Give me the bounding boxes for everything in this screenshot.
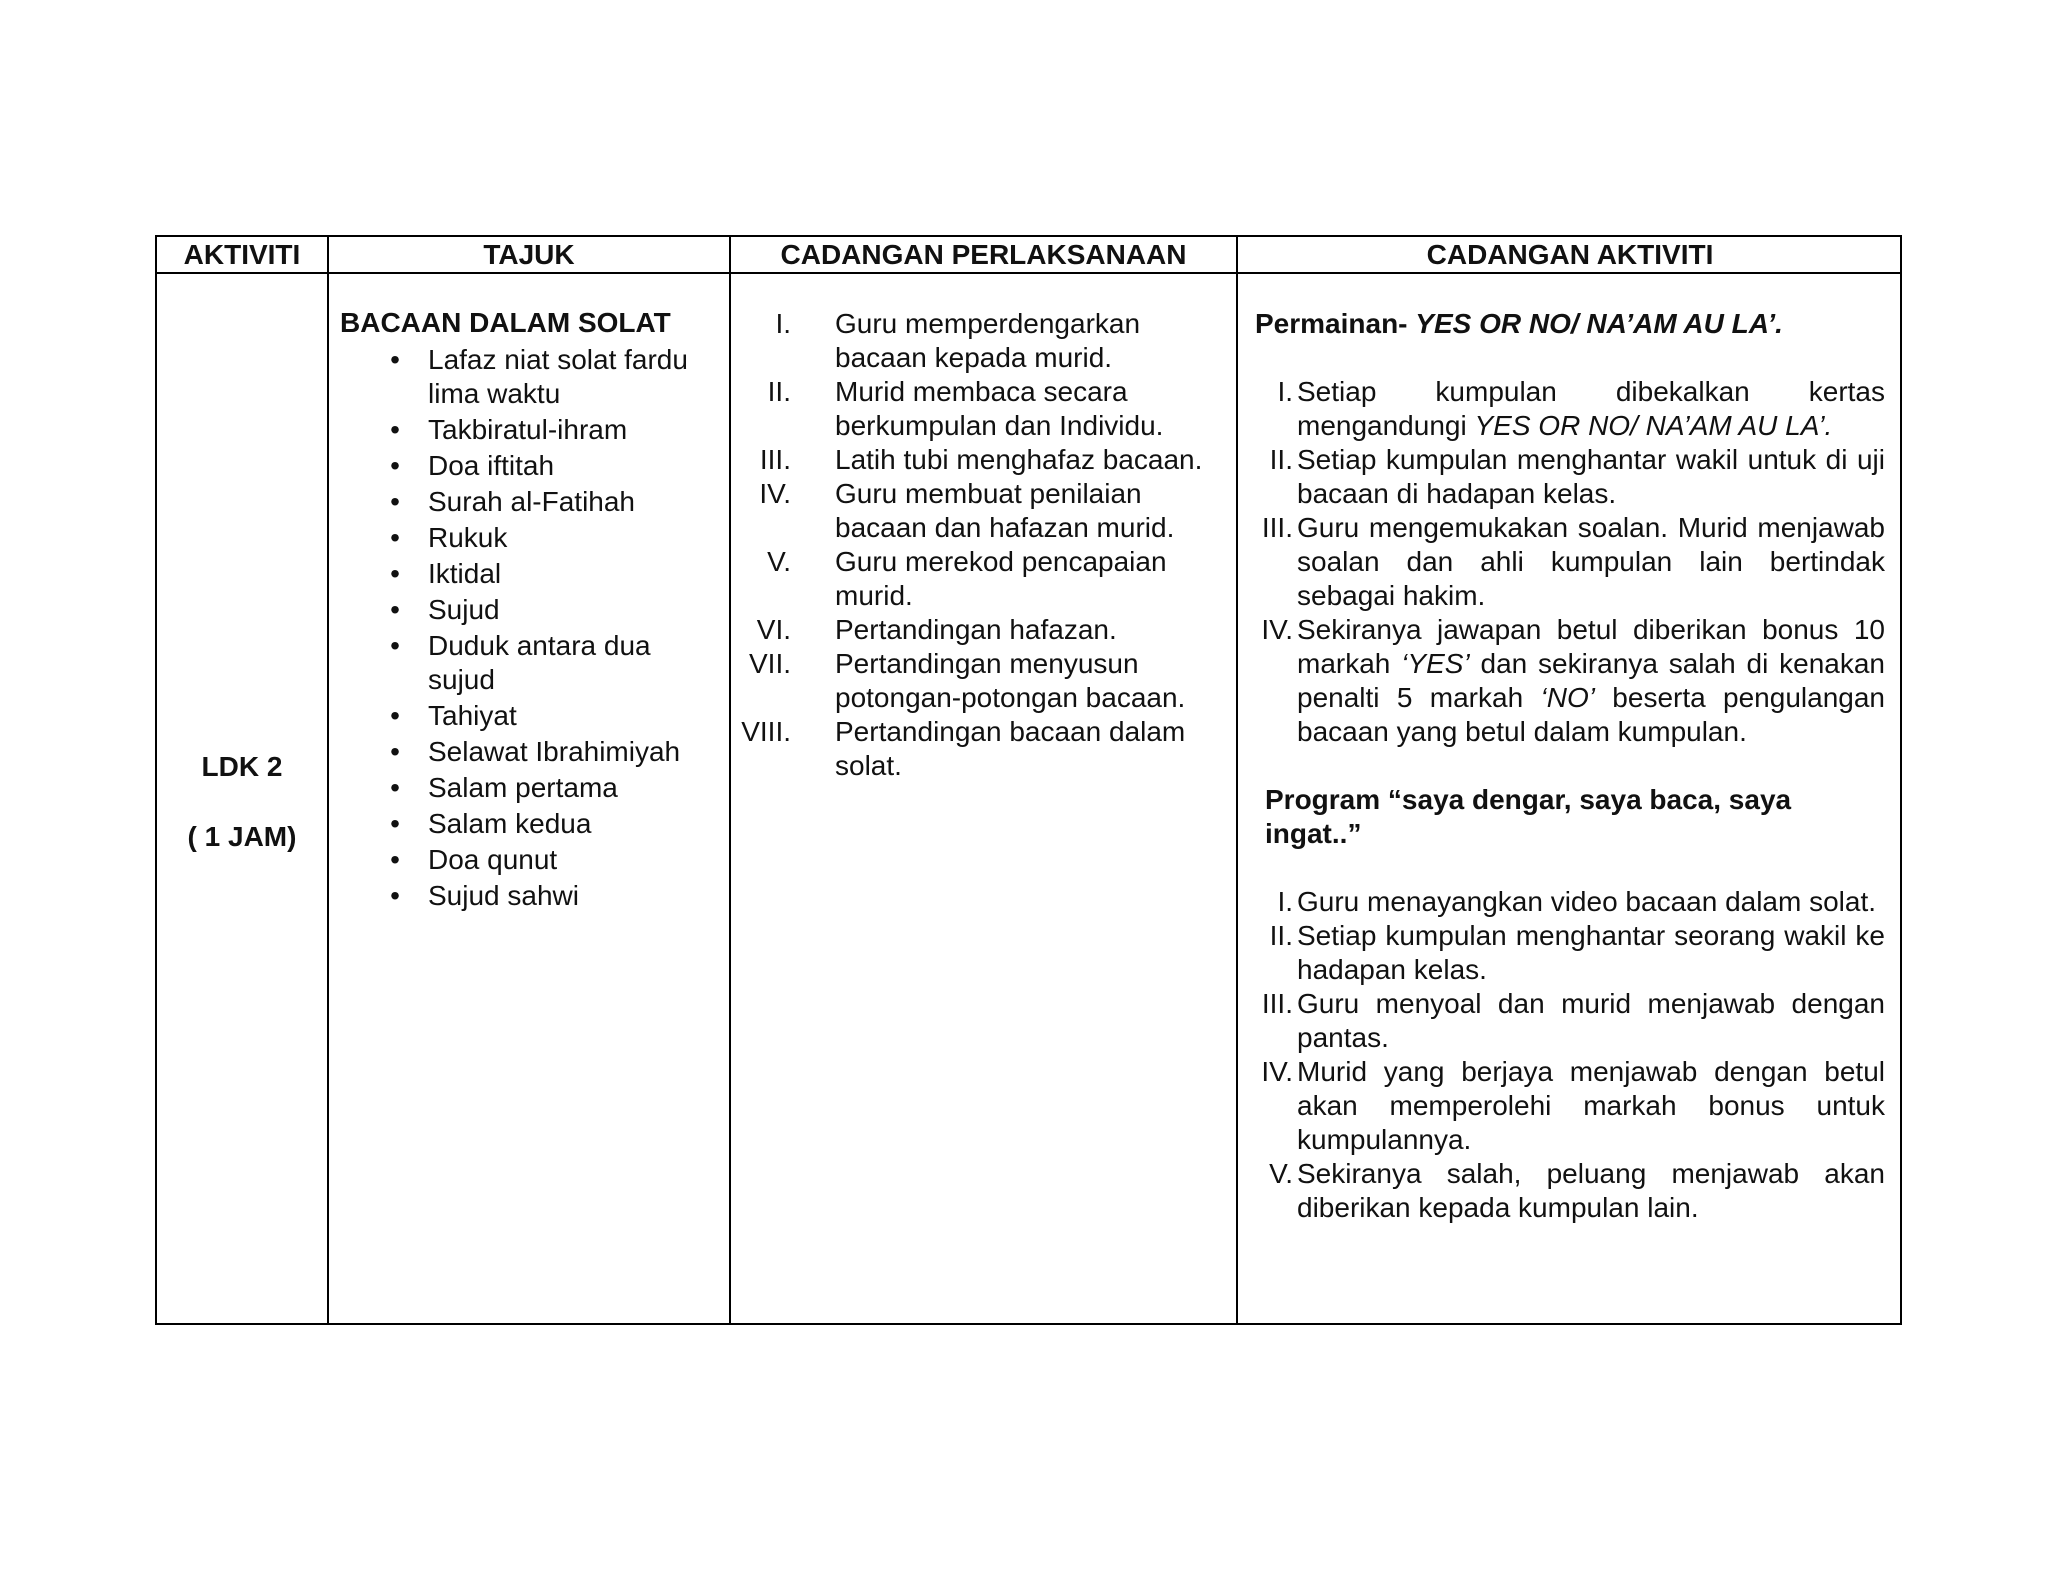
list-item (385, 449, 720, 483)
topic-item: Iktidal (428, 558, 502, 589)
bullet-icon: • (390, 450, 400, 481)
item-number: IV. (759, 478, 791, 509)
item-text: Murid yang berjaya menjawab dengan betul akan memperolehi markah bonus untuk kumpulannya. (1297, 1056, 1885, 1155)
bullet-icon: • (390, 844, 400, 875)
item-number: IV. (1261, 614, 1293, 645)
list-item (731, 715, 1231, 783)
item-number: II. (767, 376, 791, 407)
activities-section (1255, 307, 1885, 1225)
program-title: Program “saya dengar, saya baca, saya ingat..” (1265, 784, 1792, 849)
topic-item: Salam kedua (428, 808, 592, 839)
list-item (385, 807, 720, 841)
list-item (385, 699, 720, 733)
item-number: I. (775, 308, 791, 339)
topic-item: Doa qunut (428, 844, 558, 875)
list-item (1255, 1055, 1885, 1157)
item-text: Guru memperdengarkan bacaan kepada murid. (835, 308, 1141, 373)
list-item (731, 477, 1231, 545)
list-item (731, 443, 1231, 477)
header-cadangan-aktiviti: CADANGAN AKTIVITI (1426, 239, 1714, 270)
item-number: II. (1269, 920, 1293, 951)
implementation-list (731, 307, 1231, 783)
item-number: I. (1277, 886, 1293, 917)
list-item (731, 375, 1231, 443)
topic-item: Duduk antara dua sujud (428, 630, 651, 695)
table-header-row (157, 237, 1900, 274)
list-item (731, 613, 1231, 647)
activity-duration: ( 1 JAM) (187, 821, 297, 852)
topic-item: Takbiratul-ihram (428, 414, 628, 445)
bullet-icon: • (390, 522, 400, 553)
item-text: Setiap kumpulan menghantar seorang wakil ke hadapan kelas. (1297, 920, 1885, 985)
item-number: III. (1261, 988, 1293, 1019)
list-item (1255, 443, 1885, 511)
item-text: Murid membaca secara berkumpulan dan Individu. (835, 376, 1164, 441)
game-title (1255, 307, 1885, 341)
list-item (1255, 885, 1885, 919)
topic-item: Sujud sahwi (428, 880, 579, 911)
bullet-icon: • (390, 808, 400, 839)
column-divider (327, 237, 329, 1323)
item-number: VIII. (741, 716, 791, 747)
item-text: Latih tubi menghafaz bacaan. (835, 444, 1203, 475)
item-number: VI. (756, 614, 791, 645)
item-number: I. (1277, 376, 1293, 407)
game-title-prefix: Permainan- (1255, 308, 1408, 339)
activity-code: LDK 2 (201, 751, 283, 782)
item-text: Setiap kumpulan dibekalkan kertas mengandungi (1297, 376, 1885, 441)
item-text: Setiap kumpulan menghantar wakil untuk di uji bacaan di hadapan kelas. (1297, 444, 1885, 509)
item-number: V. (767, 546, 791, 577)
column-divider (1236, 237, 1238, 1323)
list-item (385, 843, 720, 877)
bullet-icon: • (390, 772, 400, 803)
topic-item: Salam pertama (428, 772, 618, 803)
item-text: Guru mengemukakan soalan. Murid menjawab soalan dan ahli kumpulan lain bertindak sebagai hakim. (1297, 512, 1885, 611)
list-item (1255, 511, 1885, 613)
item-number: III. (1261, 512, 1293, 543)
bullet-icon: • (390, 700, 400, 731)
item-text: Guru membuat penilaian bacaan dan hafazan murid. (835, 478, 1175, 543)
game-title-name: YES OR NO/ NA’AM AU LA’. (1415, 308, 1783, 339)
item-text: Pertandingan hafazan. (835, 614, 1117, 645)
topic-list (385, 343, 720, 915)
item-number: V. (1269, 1158, 1293, 1189)
item-text: Pertandingan menyusun potongan-potongan bacaan. (835, 648, 1186, 713)
item-text-italic: ‘NO’ (1540, 682, 1595, 713)
header-tajuk: TAJUK (483, 239, 575, 270)
topic-item: Sujud (428, 594, 500, 625)
lesson-table (155, 235, 1902, 1325)
bullet-icon: • (390, 344, 400, 375)
topic-item: Doa iftitah (428, 450, 555, 481)
header-cadangan-perlaksanaan: CADANGAN PERLAKSANAAN (780, 239, 1187, 270)
topic-title: BACAAN DALAM SOLAT (340, 307, 671, 338)
list-item (385, 593, 720, 627)
item-text: Guru merekod pencapaian murid. (835, 546, 1167, 611)
item-text: Guru menyoal dan murid menjawab dengan pantas. (1297, 988, 1885, 1053)
item-text-italic: ‘YES’ (1401, 648, 1470, 679)
bullet-icon: • (390, 736, 400, 767)
list-item (385, 557, 720, 591)
bullet-icon: • (390, 414, 400, 445)
item-number: IV. (1261, 1056, 1293, 1087)
item-number: VII. (748, 648, 791, 679)
list-item (385, 735, 720, 769)
list-item (385, 485, 720, 519)
list-item (1255, 613, 1885, 749)
list-item (731, 647, 1231, 715)
bullet-icon: • (390, 630, 400, 661)
item-text: dan sekiranya salah di kenakan penalti 5 markah (1297, 648, 1885, 713)
topic-item: Tahiyat (428, 700, 517, 731)
list-item (385, 413, 720, 447)
item-text: beserta pengulangan bacaan yang betul dalam kumpulan. (1297, 682, 1885, 747)
bullet-icon: • (390, 558, 400, 589)
list-item (385, 629, 720, 697)
bullet-icon: • (390, 880, 400, 911)
list-item (1255, 375, 1885, 443)
item-text: Pertandingan bacaan dalam solat. (835, 716, 1186, 781)
list-item (385, 771, 720, 805)
item-text: Sekiranya salah, peluang menjawab akan diberikan kepada kumpulan lain. (1297, 1158, 1885, 1223)
list-item (731, 307, 1231, 375)
list-item (1255, 1157, 1885, 1225)
item-text-italic: YES OR NO/ NA’AM AU LA’. (1474, 410, 1833, 441)
item-number: II. (1269, 444, 1293, 475)
item-text: Guru menayangkan video bacaan dalam solat. (1297, 886, 1877, 917)
topic-item: Selawat Ibrahimiyah (428, 736, 681, 767)
header-aktiviti: AKTIVITI (183, 239, 301, 270)
list-item (1255, 987, 1885, 1055)
topic-item: Lafaz niat solat fardu lima waktu (428, 344, 688, 409)
list-item (1255, 919, 1885, 987)
item-number: III. (759, 444, 791, 475)
list-item (731, 545, 1231, 613)
item-text: Sekiranya jawapan betul diberikan bonus 10 markah (1297, 614, 1885, 679)
list-item (385, 521, 720, 555)
bullet-icon: • (390, 486, 400, 517)
list-item (385, 343, 720, 411)
topic-item: Surah al-Fatihah (428, 486, 636, 517)
topic-item: Rukuk (428, 522, 508, 553)
list-item (385, 879, 720, 913)
bullet-icon: • (390, 594, 400, 625)
